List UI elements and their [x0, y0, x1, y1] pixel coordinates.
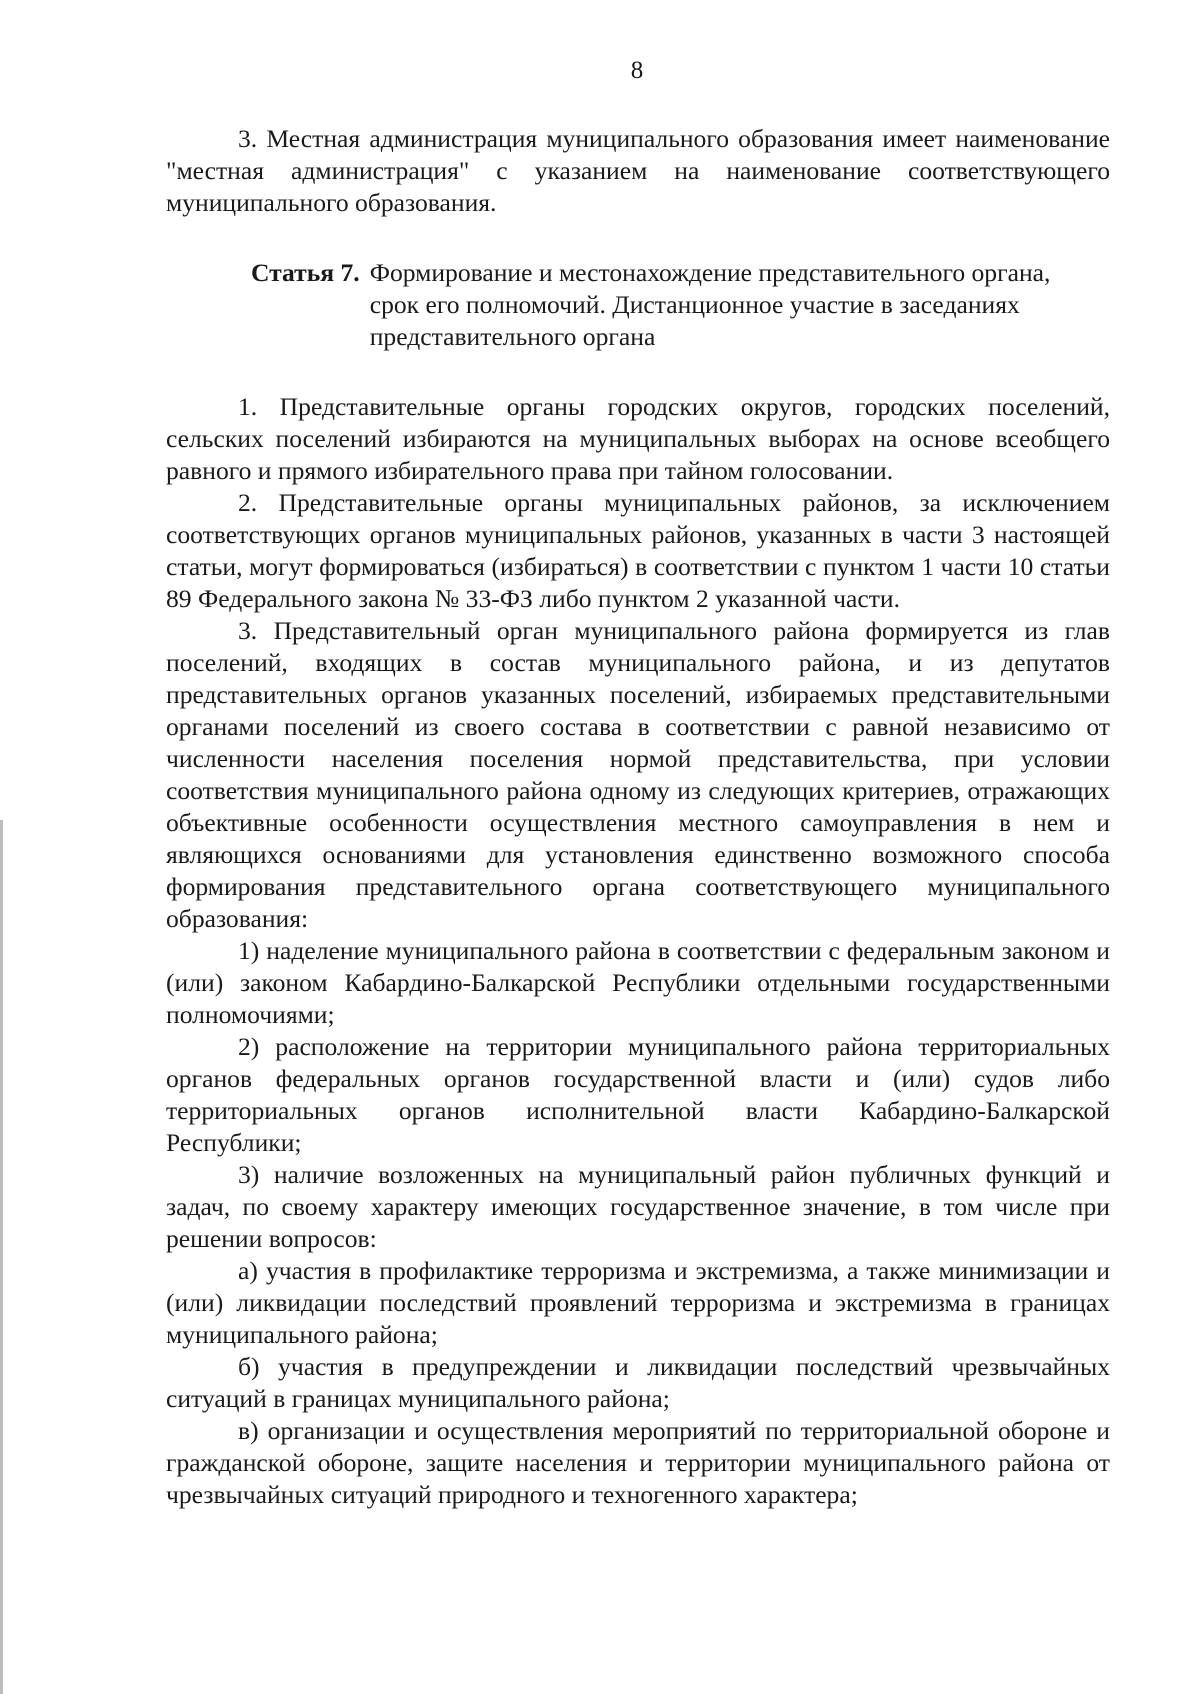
article-title: Формирование и местонахождение представительного органа, срок его полномочий. Дистанционное участие в заседаниях представительного органа [369, 258, 1051, 351]
paragraph-criterion-3: 3) наличие возложенных на муниципальный район публичных функций и задач, по своему характеру имеющих государственное значение, в том числе при решении вопросов: [166, 1160, 1110, 1253]
article-heading [251, 257, 1051, 353]
paragraph-part-3: 3. Представительный орган муниципального района формируется из глав поселений, входящих в состав муниципального района, и из депутатов представительных органов указанных поселений, избираемых представительными органами поселений из своего состава в соответствии с равной независимо от численности населения поселения нормой представительства, при условии соответствия муниципального района одному из следующих критериев, отражающих объективные особенности осуществления местного самоуправления в нем и являющихся основаниями для установления единственно возможного способа формирования представительного органа соответствующего муниципального образования: [166, 616, 1110, 933]
page-number: 8 [630, 57, 644, 84]
paragraph-part-1: 1. Представительные органы городских округов, городских поселений, сельских поселений избираются на муниципальных выборах на основе всеобщего равного и прямого избирательного права при тайном голосовании. [166, 392, 1110, 485]
paragraph-subitem-a: а) участия в профилактике терроризма и экстремизма, а также минимизации и (или) ликвидации последствий проявлений терроризма и экстремизма в границах муниципального района; [166, 1256, 1110, 1349]
paragraph-criterion-1: 1) наделение муниципального района в соответствии с федеральным законом и (или) законом Кабардино-Балкарской Республики отдельными государственными полномочиями; [166, 936, 1110, 1029]
article-label: Статья 7. [251, 258, 360, 287]
scan-edge-shadow [0, 820, 3, 1694]
paragraph-subitem-b: б) участия в предупреждении и ликвидации последствий чрезвычайных ситуаций в границах муниципального района; [166, 1352, 1110, 1413]
paragraph-criterion-2: 2) расположение на территории муниципального района территориальных органов федеральных органов государственной власти и (или) судов либо территориальных органов исполнительной власти Кабардино-Балкарской Республики; [166, 1032, 1110, 1157]
paragraph-subitem-v: в) организации и осуществления мероприятий по территориальной обороне и гражданской обороне, защите населения и территории муниципального района от чрезвычайных ситуаций природного и техногенного характера; [166, 1416, 1110, 1509]
paragraph-part-2: 2. Представительные органы муниципальных районов, за исключением соответствующих органов муниципальных районов, указанных в части 3 настоящей статьи, могут формироваться (избираться) в соответствии с пунктом 1 части 10 статьи 89 Федерального закона № 33-ФЗ либо пунктом 2 указанной части. [166, 488, 1110, 613]
document-body [166, 123, 1110, 1511]
paragraph-admin-name: 3. Местная администрация муниципального образования имеет наименование "местная администрация" с указанием на наименование соответствующего муниципального образования. [166, 124, 1110, 217]
